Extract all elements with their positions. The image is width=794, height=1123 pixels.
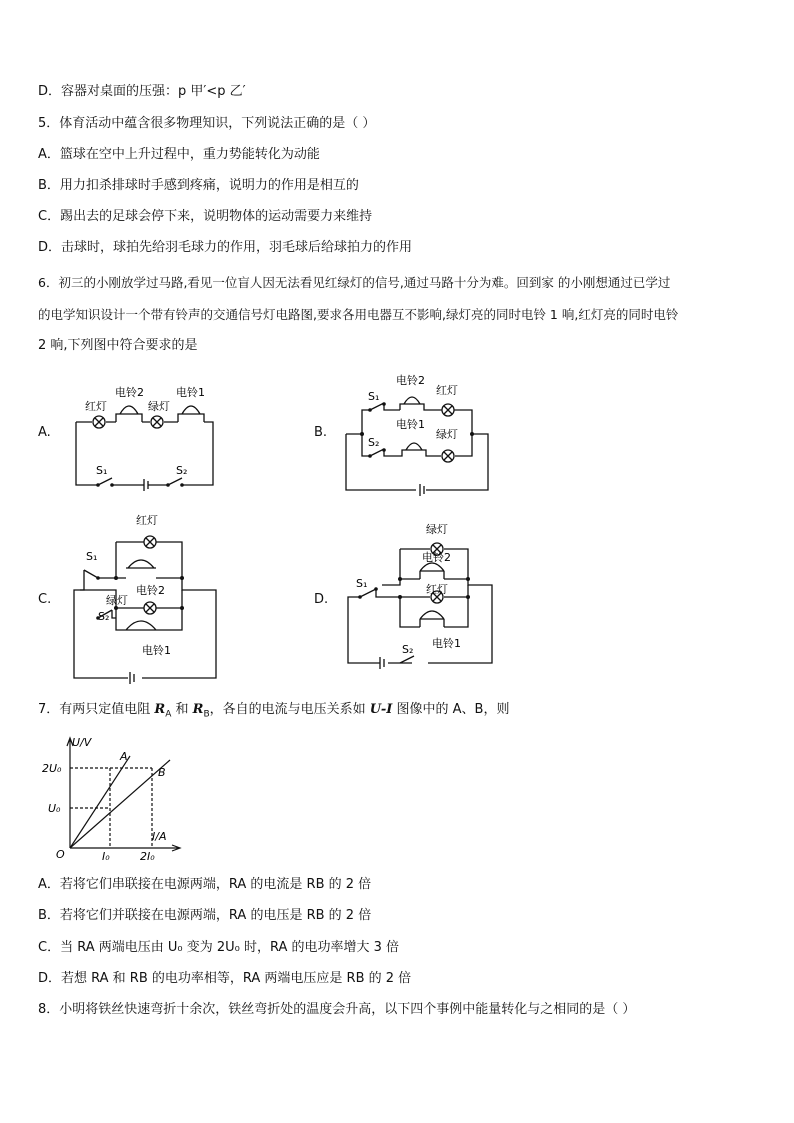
- q7-stem: [38, 702, 509, 723]
- q7-and: 和: [171, 702, 193, 717]
- y-axis-label: U/V: [72, 736, 92, 749]
- origin-label: O: [56, 848, 65, 861]
- q6-option-d-label: D.: [314, 592, 329, 607]
- q5-option-a: A．篮球在空中上升过程中，重力势能转化为动能: [38, 147, 320, 162]
- q7-option-b: B．若将它们并联接在电源两端，RA 的电压是 RB 的 2 倍: [38, 908, 372, 923]
- circuit-a-bell1-label: 电铃1: [176, 386, 205, 399]
- circuit-a-s2-label: S₂: [176, 464, 188, 477]
- circuit-b-bell1-label: 电铃1: [396, 418, 425, 431]
- circuit-d: [340, 515, 500, 679]
- x-axis-label: I/A: [152, 830, 167, 843]
- circuit-c-green-label: 绿灯: [106, 594, 128, 607]
- q6-option-c-label: C.: [38, 592, 52, 607]
- q7-option-c: C．当 RA 两端电压由 U₀ 变为 2U₀ 时，RA 的电功率增大 3 倍: [38, 940, 400, 955]
- circuit-d-red-label: 红灯: [426, 583, 448, 596]
- q5-option-b: B．用力扣杀排球时手感到疼痛，说明力的作用是相互的: [38, 178, 359, 193]
- q8-stem: 8．小明将铁丝快速弯折十余次，铁丝弯折处的温度会升高，以下四个事例中能量转化与之相同的是（ ）: [38, 1002, 636, 1017]
- circuit-c-s1-label: S₁: [86, 550, 98, 563]
- q6-stem-line1: 6．初三的小刚放学过马路,看见一位盲人因无法看见红绿灯的信号,通过马路十分为难。回到家 的小刚想通过已学过: [38, 275, 671, 290]
- q6-stem-line3: 2 响,下列图中符合要求的是: [38, 338, 198, 353]
- q6-option-a-label: A.: [38, 425, 51, 440]
- circuit-d-s2-label: S₂: [402, 643, 414, 656]
- q7-ra: R: [154, 702, 166, 717]
- x-tick-2i0: 2I₀: [140, 850, 155, 863]
- line-a: [70, 756, 130, 848]
- line-b-label: B: [158, 766, 166, 779]
- circuit-a: [68, 380, 228, 499]
- q7-rb: R: [192, 702, 204, 717]
- circuit-c: [66, 508, 226, 692]
- circuit-c-s2-label: S₂: [98, 610, 110, 623]
- y-tick-u0: U₀: [48, 802, 61, 815]
- q7-ui-graph: [40, 730, 190, 869]
- q7-rb-sub: B: [203, 709, 210, 720]
- x-tick-i0: I₀: [102, 850, 110, 863]
- q5-stem: 5．体育活动中蕴含很多物理知识，下列说法正确的是（ ）: [38, 116, 376, 131]
- circuit-a-green-label: 绿灯: [148, 400, 170, 413]
- circuit-c-bell1-label: 电铃1: [142, 644, 171, 657]
- circuit-b-red-label: 红灯: [436, 384, 458, 397]
- q7-ui: U-I: [369, 702, 393, 717]
- guide-lines: [70, 768, 152, 848]
- circuit-b-bell2-label: 电铃2: [396, 374, 425, 387]
- circuit-a-red-label: 红灯: [85, 400, 107, 413]
- circuit-b-s2-label: S₂: [368, 436, 380, 449]
- q7-option-d: D．若想 RA 和 RB 的电功率相等，RA 两端电压应是 RB 的 2 倍: [38, 971, 412, 986]
- circuit-b: [338, 372, 498, 501]
- q7-ra-sub: A: [165, 709, 172, 720]
- q6-option-b-label: B.: [314, 425, 328, 440]
- q5-option-d: D．击球时，球拍先给羽毛球力的作用，羽毛球后给球拍力的作用: [38, 240, 413, 255]
- circuit-c-red-label: 红灯: [136, 514, 158, 527]
- circuit-d-s1-label: S₁: [356, 577, 368, 590]
- y-axis: [67, 738, 73, 848]
- q7-stem-end: 图像中的 A、B，则: [392, 702, 510, 717]
- q6-stem-line2: 的电学知识设计一个带有铃声的交通信号灯电路图,要求各用电器互不影响,绿灯亮的同时电铃 1 响,红灯亮的同时电铃: [38, 307, 679, 322]
- line-a-label: A: [120, 750, 128, 763]
- circuit-c-bell2-label: 电铃2: [136, 584, 165, 597]
- q5-option-c: C．踢出去的足球会停下来，说明物体的运动需要力来维持: [38, 209, 373, 224]
- circuit-a-bell2-label: 电铃2: [115, 386, 144, 399]
- circuit-a-s1-label: S₁: [96, 464, 108, 477]
- circuit-d-bell2-label: 电铃2: [422, 551, 451, 564]
- circuit-b-s1-label: S₁: [368, 390, 380, 403]
- q4-option-d: D．容器对桌面的压强：p 甲′<p 乙′: [38, 84, 246, 99]
- circuit-b-green-label: 绿灯: [436, 428, 458, 441]
- q7-stem-pre: 7．有两只定值电阻: [38, 702, 155, 717]
- circuit-d-green-label: 绿灯: [426, 523, 448, 536]
- y-tick-2u0: 2U₀: [42, 762, 62, 775]
- q7-option-a: A．若将它们串联接在电源两端，RA 的电流是 RB 的 2 倍: [38, 877, 372, 892]
- q7-stem-post: ，各自的电流与电压关系如: [209, 702, 370, 717]
- circuit-d-bell1-label: 电铃1: [432, 637, 461, 650]
- x-axis: [70, 845, 180, 851]
